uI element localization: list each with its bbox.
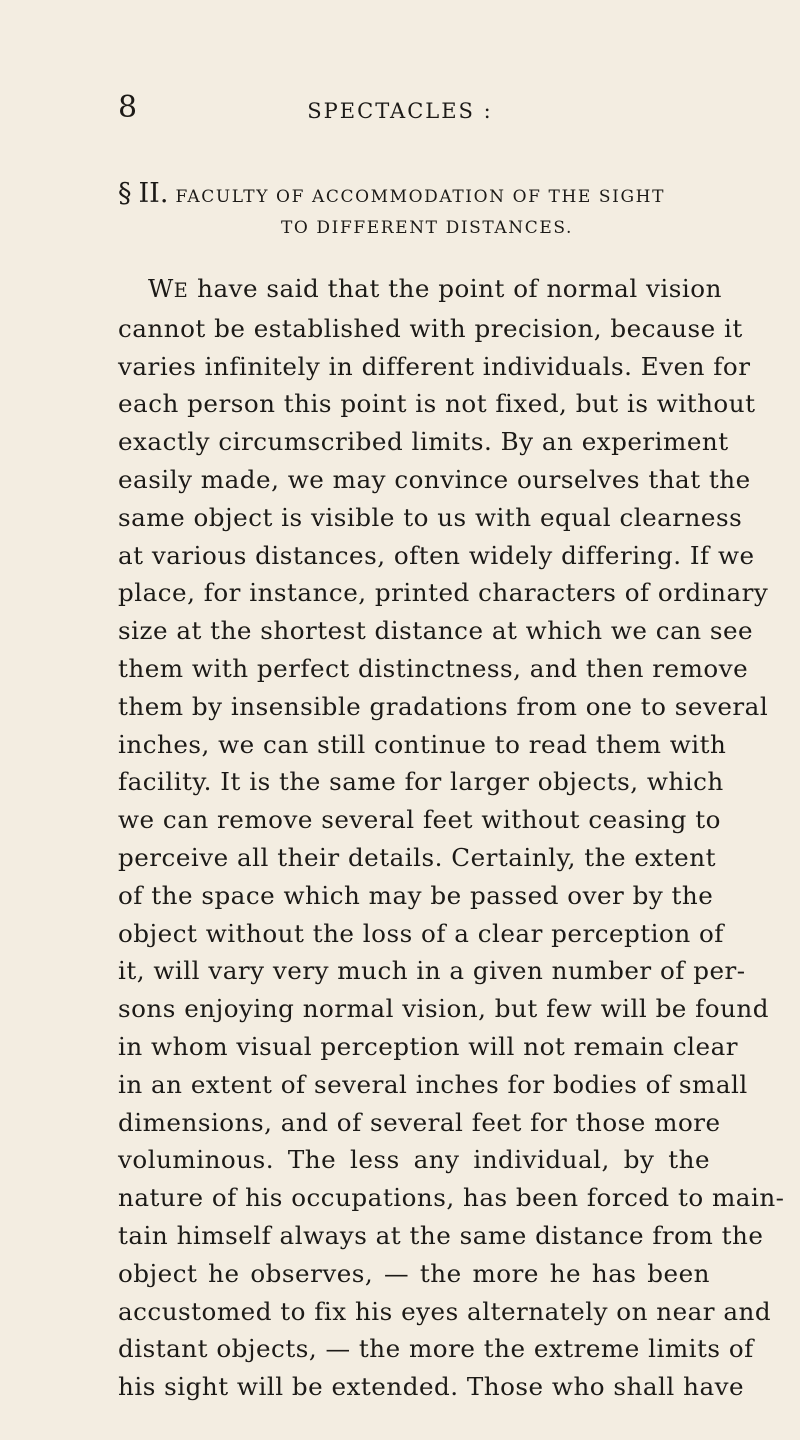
text-line: we can remove several feet without ceasing to [118, 805, 721, 835]
text-line: exactly circumscribed limits. By an experiment [118, 427, 729, 457]
text-line: his sight will be extended. Those who shall have [118, 1372, 745, 1402]
text-line [118, 270, 722, 310]
text-line: perceive all their details. Certainly, the extent [118, 842, 716, 872]
text-line: object without the loss of a clear perception of [118, 918, 724, 948]
text-line: in an extent of several inches for bodies of small [118, 1069, 748, 1099]
small-caps-rest: E [173, 279, 189, 302]
text-line: tain himself always at the same distance from the [118, 1220, 764, 1250]
text-line: facility. It is the same for larger objects, which [118, 767, 724, 797]
text-line: in whom visual perception will not remain clear [118, 1031, 739, 1061]
text-line: nature of his occupations, has been forced to main- [118, 1183, 785, 1213]
text-line: inches, we can still continue to read them with [118, 729, 727, 759]
text-line: distant objects, — the more the extreme limits of [118, 1334, 754, 1364]
text-line: each person this point is not fixed, but is without [118, 389, 756, 419]
text-line: same object is visible to us with equal clearness [118, 502, 743, 532]
body-paragraph [118, 270, 785, 1406]
text-line: cannot be established with precision, because it [118, 313, 743, 343]
section-title-line-1: FACULTY OF ACCOMMODATION OF THE SIGHT [175, 187, 666, 207]
section-symbol: § [118, 178, 132, 209]
text-line: accustomed to fix his eyes alternately on near and [118, 1296, 772, 1326]
text-line-content: have said that the point of normal vision [188, 274, 722, 303]
text-line: varies infinitely in different individuals. Even for [118, 351, 751, 381]
text-line: easily made, we may convince ourselves that the [118, 464, 751, 494]
text-line: voluminous. The less any individual, by the [118, 1145, 710, 1175]
page-number: 8 [118, 90, 138, 125]
text-line: place, for instance, printed characters of ordinary [118, 578, 769, 608]
text-line: of the space which may be passed over by the [118, 880, 714, 910]
text-line: sons enjoying normal vision, but few will be found [118, 994, 770, 1024]
section-title-line-2: TO DIFFERENT DISTANCES. [280, 218, 574, 238]
running-head: SPECTACLES : [307, 99, 493, 123]
section-heading-line-1 [118, 178, 718, 213]
text-line: at various distances, often widely differing. If we [118, 540, 755, 570]
text-line: them with perfect distinctness, and then remove [118, 653, 749, 683]
text-line: them by insensible gradations from one to several [118, 691, 769, 721]
text-line: object he observes, — the more he has been [118, 1258, 710, 1288]
section-number: II. [138, 178, 169, 209]
drop-initial: W [148, 274, 174, 303]
text-line: dimensions, and of several feet for those more [118, 1107, 721, 1137]
section-heading [118, 178, 718, 244]
text-line: it, will vary very much in a given number of per- [118, 956, 746, 986]
text-line: size at the shortest distance at which we can see [118, 616, 754, 646]
